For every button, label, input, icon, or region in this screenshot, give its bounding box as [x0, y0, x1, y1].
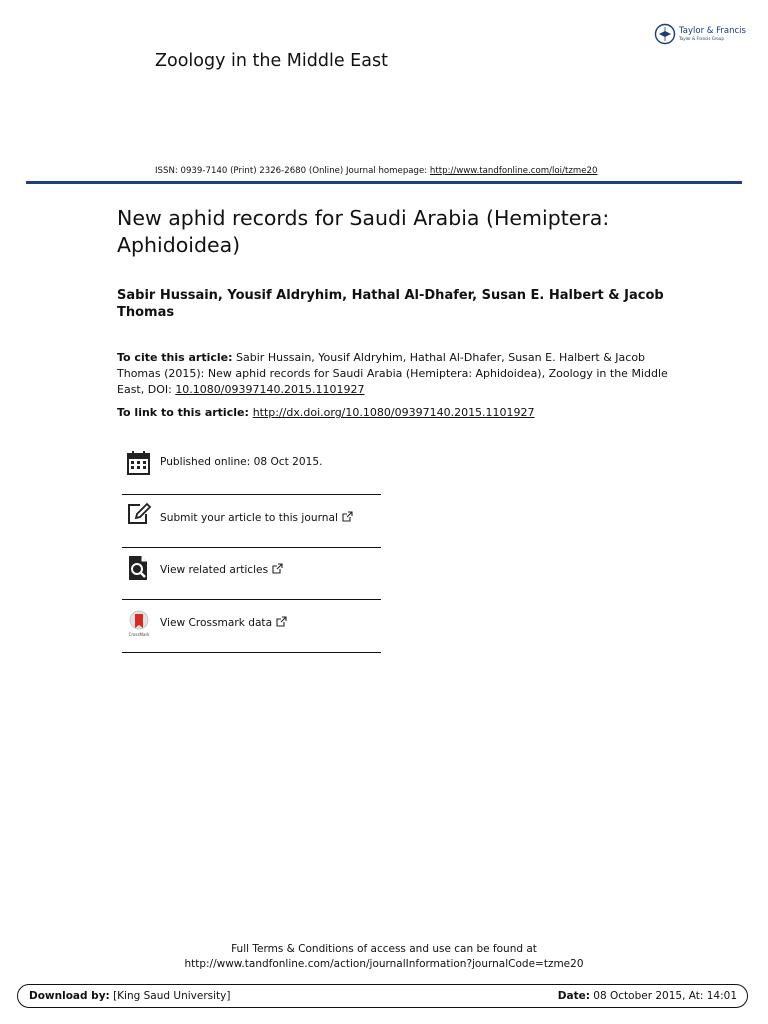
row-divider	[122, 652, 381, 653]
external-link-icon	[272, 563, 283, 574]
article-url-link[interactable]: http://dx.doi.org/10.1080/09397140.2015.1101927	[252, 406, 535, 419]
download-by: Download by: [King Saud University]	[29, 990, 231, 1002]
issn-text: ISSN: 0939-7140 (Print) 2326-2680 (Online) Journal homepage:	[155, 166, 430, 176]
publisher-logo	[654, 21, 746, 47]
publisher-group: Taylor & Francis Group	[679, 35, 724, 41]
calendar-icon	[126, 449, 152, 477]
published-online-text: Published online: 08 Oct 2015.	[160, 456, 323, 468]
submit-article-row[interactable]	[122, 496, 381, 548]
cite-label: To cite this article:	[117, 351, 233, 364]
download-footer	[17, 984, 748, 1008]
publisher-name: Taylor & Francis	[679, 26, 746, 37]
terms-link[interactable]: http://www.tandfonline.com/action/journalInformation?journalCode=tzme20	[184, 958, 584, 970]
svg-text:CrossMark: CrossMark	[128, 632, 150, 637]
cite-text: Sabir Hussain, Yousif Aldryhim, Hathal Al-Dhafer, Susan E. Halbert & Jacob Thomas (2015): New aphid records for Saudi Arabia (Hemiptera: Aphidoidea), Zoology in the Middle East, DOI:	[117, 351, 668, 396]
doi-link[interactable]: 10.1080/09397140.2015.1101927	[175, 383, 365, 396]
article-authors: Sabir Hussain, Yousif Aldryhim, Hathal Al-Dhafer, Susan E. Halbert & Jacob Thomas	[117, 288, 664, 320]
crossmark-row[interactable]	[122, 601, 381, 653]
crossmark-icon	[126, 609, 152, 637]
edit-icon	[126, 501, 152, 529]
taylor-francis-logo-icon	[654, 23, 676, 45]
row-divider	[122, 599, 381, 600]
related-articles-link[interactable]: View related articles	[160, 563, 283, 576]
link-label: To link to this article:	[117, 406, 253, 419]
article-link-line	[117, 405, 677, 421]
published-online-row	[122, 443, 381, 495]
document-search-icon	[126, 555, 152, 583]
download-date: Date: 08 October 2015, At: 14:01	[557, 990, 737, 1002]
external-link-icon	[342, 511, 353, 522]
terms-line-1: Full Terms & Conditions of access and use can be found at	[231, 943, 537, 955]
row-divider	[122, 494, 381, 495]
terms-block	[0, 942, 768, 972]
header-divider	[26, 181, 742, 184]
citation	[117, 350, 677, 398]
external-link-icon	[276, 616, 287, 627]
submit-article-link[interactable]: Submit your article to this journal	[160, 511, 353, 524]
related-articles-row[interactable]	[122, 548, 381, 600]
article-title: New aphid records for Saudi Arabia (Hemiptera: Aphidoidea)	[117, 206, 610, 257]
issn-line	[155, 166, 597, 176]
journal-homepage-link[interactable]: http://www.tandfonline.com/loi/tzme20	[429, 166, 598, 176]
journal-title: Zoology in the Middle East	[155, 51, 388, 71]
crossmark-link[interactable]: View Crossmark data	[160, 616, 287, 629]
